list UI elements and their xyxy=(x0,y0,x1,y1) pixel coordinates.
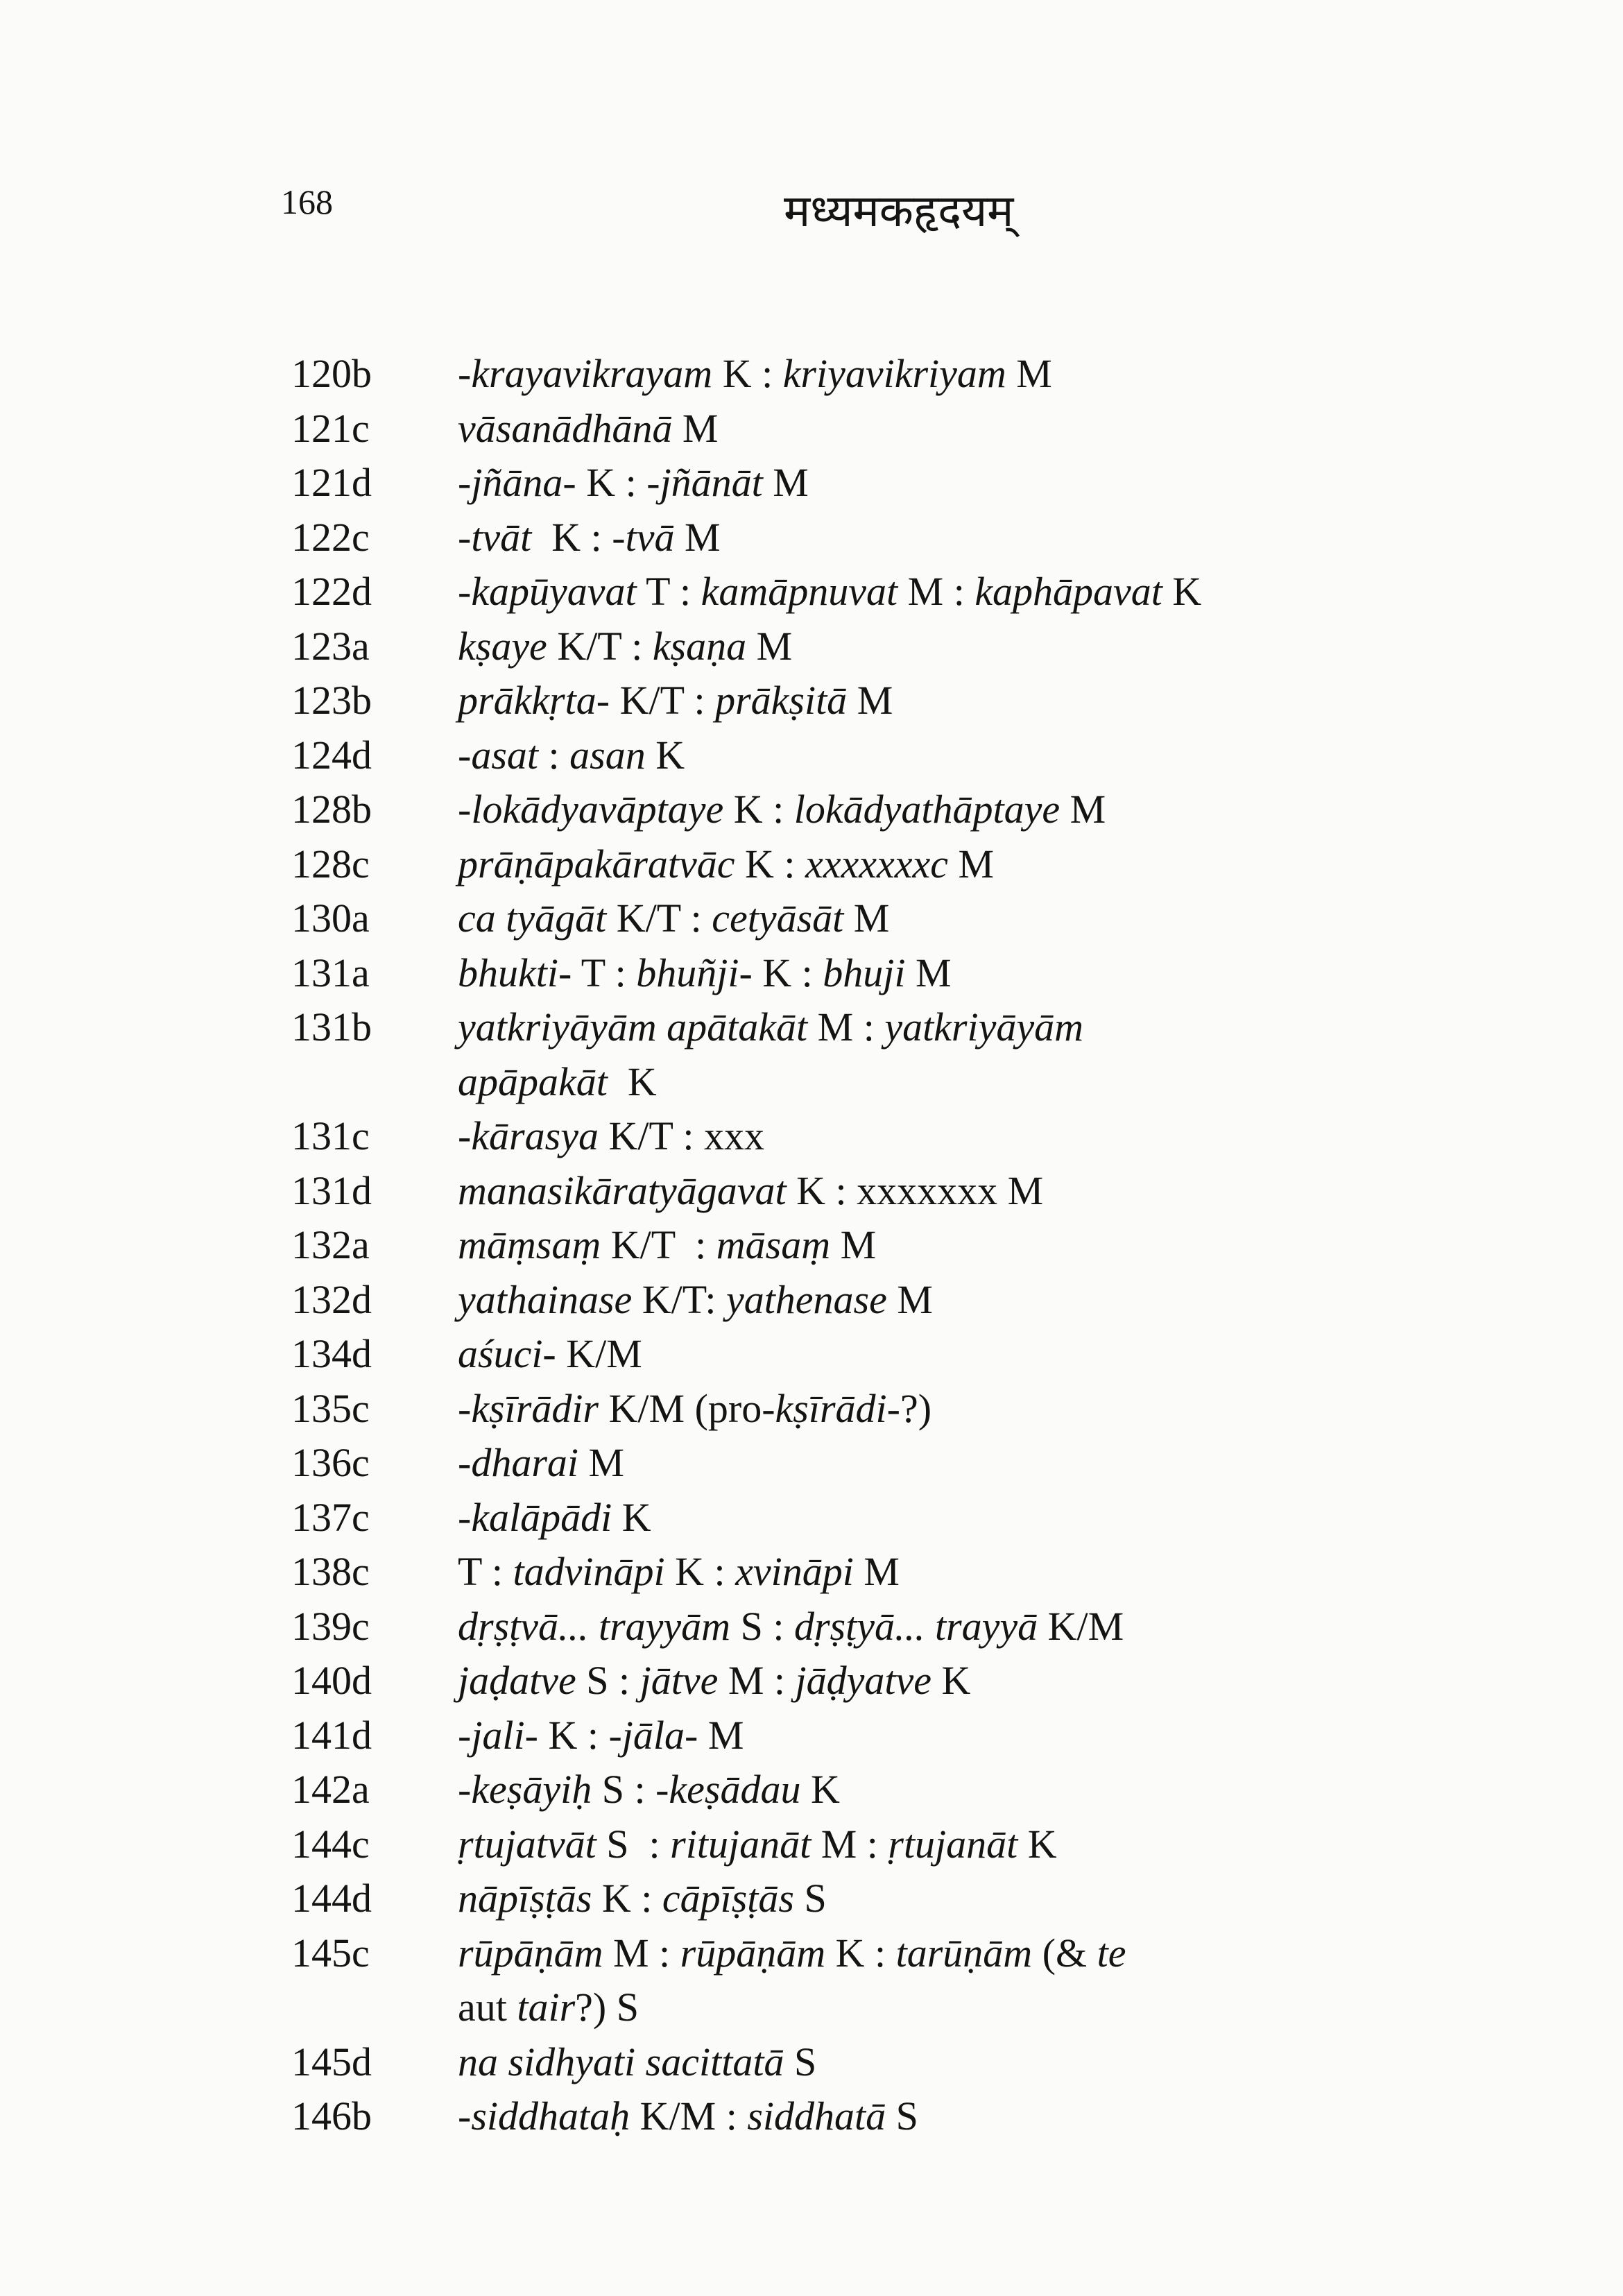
variant-text: (& xyxy=(1032,1930,1097,1976)
variant-reading xyxy=(458,1763,1429,1817)
variant-italic: tair xyxy=(517,1985,576,2030)
variant-italic: kṣaṇa xyxy=(652,623,747,669)
entry-row xyxy=(0,565,1623,619)
entry-row xyxy=(0,1382,1623,1437)
variant-italic: rūpāṇām xyxy=(458,1930,603,1976)
variant-text: M xyxy=(1060,787,1106,832)
variant-italic: jātve xyxy=(639,1658,719,1703)
reading-line xyxy=(458,1822,1057,1867)
variant-text: K : xyxy=(531,514,612,560)
reading-line xyxy=(458,2093,918,2139)
verse-number: 144d xyxy=(291,1876,372,1921)
entry-row xyxy=(0,782,1623,837)
variant-italic: -dharai xyxy=(458,1440,578,1485)
variant-reading xyxy=(458,1218,1429,1273)
reading-line xyxy=(458,624,792,669)
variant-italic: ṛtujanāt xyxy=(888,1821,1018,1867)
variant-text: K/M : xyxy=(630,2093,748,2139)
verse-number: 138c xyxy=(291,1549,370,1594)
variant-italic: kaphāpavat xyxy=(974,569,1162,614)
reading-line xyxy=(458,1004,1083,1050)
verse-number: 132d xyxy=(291,1276,372,1322)
variant-italic: yatkriyāyām xyxy=(884,1004,1083,1050)
variant-text: K/T : xyxy=(606,896,712,941)
verse-number: 135c xyxy=(291,1385,370,1431)
variant-italic: -jñānāt xyxy=(646,460,763,505)
variant-text: K xyxy=(1162,569,1202,614)
variant-italic: -jñāna- xyxy=(458,460,576,505)
page-number: 168 xyxy=(281,182,333,221)
variant-text: S : xyxy=(730,1603,794,1649)
entry-row xyxy=(0,1491,1623,1545)
verse-number: 136c xyxy=(291,1440,370,1485)
entry-row xyxy=(0,1327,1623,1382)
verse-number: 131c xyxy=(291,1113,370,1158)
variant-text: ?) S xyxy=(575,1985,639,2030)
entry-row xyxy=(0,1436,1623,1491)
variant-italic: manasikāratyāgavat xyxy=(458,1167,787,1213)
entry-row xyxy=(0,402,1623,456)
reading-line xyxy=(458,1767,840,1812)
variant-text: K xyxy=(607,1059,657,1104)
variant-reading xyxy=(458,347,1429,402)
verse-number: 146b xyxy=(291,2093,372,2139)
entry-row xyxy=(0,1218,1623,1273)
variant-text: T : xyxy=(458,1549,513,1594)
variant-reading xyxy=(458,1109,1429,1164)
variant-italic: asan xyxy=(569,732,646,778)
variant-italic: yathenase xyxy=(725,1276,887,1322)
entry-row xyxy=(0,347,1623,402)
variant-italic: xvināpi xyxy=(735,1549,854,1594)
entry-row xyxy=(0,1654,1623,1708)
variant-text: M xyxy=(853,1549,900,1594)
verse-number: 142a xyxy=(291,1767,370,1812)
variant-italic: -keṣādau xyxy=(655,1767,801,1812)
reading-line xyxy=(458,733,685,778)
variant-text: K/M xyxy=(556,1331,642,1376)
variant-text: M : xyxy=(807,1004,885,1050)
variant-italic: bhukti- xyxy=(458,950,572,995)
variant-italic: siddhatā xyxy=(747,2093,886,2139)
variant-text: M xyxy=(746,623,793,669)
entry-row xyxy=(0,511,1623,565)
variant-reading xyxy=(458,1436,1429,1491)
verse-number: 141d xyxy=(291,1712,372,1758)
variant-reading xyxy=(458,946,1429,1001)
variant-reading xyxy=(458,837,1429,892)
variant-reading xyxy=(458,2035,1429,2090)
variant-italic: -kṣīrādir xyxy=(458,1385,599,1431)
verse-number: 144c xyxy=(291,1821,370,1867)
variant-text: M xyxy=(847,678,893,723)
reading-line xyxy=(458,1549,900,1594)
verse-number: 121c xyxy=(291,405,370,451)
verse-number: 122d xyxy=(291,569,372,614)
variant-italic: māṃsaṃ xyxy=(458,1222,601,1267)
reading-line xyxy=(458,515,721,560)
verse-number: 134d xyxy=(291,1331,372,1376)
variant-italic: te xyxy=(1097,1930,1126,1976)
variant-text: M : xyxy=(603,1930,680,1976)
entry-row xyxy=(0,1926,1623,2035)
variant-text: M xyxy=(905,950,952,995)
variant-italic: dṛṣṭyā... trayyā xyxy=(793,1603,1038,1649)
entry-row xyxy=(0,1708,1623,1763)
reading-line xyxy=(458,569,1201,614)
variant-reading xyxy=(458,1000,1429,1109)
variant-text: aut xyxy=(458,1985,517,2030)
reading-line xyxy=(458,460,809,505)
variant-text: M xyxy=(843,896,890,941)
variant-italic: -asat xyxy=(458,732,538,778)
variant-italic: -jāla- xyxy=(608,1712,698,1758)
variant-text: M : xyxy=(811,1821,888,1867)
variant-italic: -siddhataḥ xyxy=(458,2093,630,2139)
variant-text: K/T : xyxy=(547,623,653,669)
variant-italic: jāḍyatve xyxy=(795,1658,931,1703)
entry-row xyxy=(0,1817,1623,1872)
variant-text: M xyxy=(578,1440,625,1485)
variant-reading xyxy=(458,402,1429,456)
variant-text: S : xyxy=(576,1658,640,1703)
variant-italic: -tvā xyxy=(612,514,675,560)
entry-row xyxy=(0,1545,1623,1600)
entry-row xyxy=(0,1273,1623,1328)
verse-number: 122c xyxy=(291,514,370,560)
verse-number: 140d xyxy=(291,1658,372,1703)
reading-line xyxy=(458,1113,764,1158)
variant-italic: apāpakāt xyxy=(458,1059,608,1104)
verse-number: 128c xyxy=(291,841,370,886)
variant-text: K : xyxy=(723,787,794,832)
verse-number: 120b xyxy=(291,351,372,396)
variant-italic: yatkriyāyām apātakāt xyxy=(458,1004,808,1050)
entry-row xyxy=(0,1600,1623,1654)
variant-reading xyxy=(458,1491,1429,1545)
variant-text: K : xyxy=(735,841,805,886)
running-head: मध्यमकहृदयम् xyxy=(784,186,1014,237)
entry-row xyxy=(0,1871,1623,1926)
variant-text: K : xyxy=(592,1876,662,1921)
variant-text: T : xyxy=(636,569,701,614)
entry-row xyxy=(0,674,1623,728)
verse-number: 131a xyxy=(291,950,370,995)
variant-text: K : xxxxxxx M xyxy=(786,1167,1044,1213)
reading-line xyxy=(458,787,1106,832)
variant-text: M xyxy=(698,1712,744,1758)
variant-text: S xyxy=(784,2039,817,2084)
variant-text: K : xyxy=(752,950,823,995)
variant-text: ?) xyxy=(900,1385,932,1431)
variant-text: M xyxy=(762,460,809,505)
variant-readings-list xyxy=(0,347,1623,2144)
variant-italic: -tvāt xyxy=(458,514,532,560)
variant-reading xyxy=(458,728,1429,783)
reading-line xyxy=(458,1604,1124,1649)
verse-number: 145c xyxy=(291,1930,370,1976)
entry-row xyxy=(0,619,1623,674)
variant-text: S : xyxy=(592,1767,656,1812)
reading-continuation xyxy=(458,1055,1429,1110)
variant-reading xyxy=(458,1545,1429,1600)
variant-reading xyxy=(458,456,1429,511)
variant-text: : xyxy=(538,732,570,778)
variant-text: K/T: xyxy=(632,1276,726,1322)
variant-text: M xyxy=(830,1222,877,1267)
reading-line xyxy=(458,678,893,723)
variant-italic: kamāpnuvat xyxy=(701,569,898,614)
variant-italic: jaḍatve xyxy=(458,1658,576,1703)
variant-reading xyxy=(458,1327,1429,1382)
variant-reading xyxy=(458,1273,1429,1328)
variant-italic: -lokādyavāptaye xyxy=(458,787,724,832)
variant-reading xyxy=(458,1817,1429,1872)
verse-number: 123a xyxy=(291,623,370,669)
variant-italic: dṛṣṭvā... trayyām xyxy=(458,1603,731,1649)
variant-italic: -jali- xyxy=(458,1712,538,1758)
reading-line xyxy=(458,950,952,995)
reading-line xyxy=(458,1658,970,1703)
entry-row xyxy=(0,1164,1623,1219)
verse-number: 124d xyxy=(291,732,372,778)
reading-line xyxy=(458,1168,1043,1213)
variant-italic: -keṣāyiḥ xyxy=(458,1767,592,1812)
variant-reading xyxy=(458,511,1429,565)
reading-continuation xyxy=(458,1980,1429,2035)
variant-italic: yathainase xyxy=(458,1276,633,1322)
variant-italic: na sidhyati sacittatā xyxy=(458,2039,784,2084)
variant-text: K : xyxy=(712,351,783,396)
variant-text: M : xyxy=(718,1658,796,1703)
variant-text: K/M (pro- xyxy=(599,1385,775,1431)
variant-italic: vāsanādhānā xyxy=(458,405,673,451)
verse-number: 131b xyxy=(291,1004,372,1050)
variant-reading xyxy=(458,2089,1429,2144)
variant-italic: kṣaye xyxy=(458,623,547,669)
variant-reading xyxy=(458,1164,1429,1219)
variant-italic: māsaṃ xyxy=(716,1222,831,1267)
reading-line xyxy=(458,841,994,886)
variant-text: K : xyxy=(576,460,647,505)
variant-text: K/M xyxy=(1038,1603,1124,1649)
reading-line xyxy=(458,1222,876,1267)
variant-text: S xyxy=(886,2093,918,2139)
entry-row xyxy=(0,1763,1623,1817)
variant-reading xyxy=(458,1926,1429,2035)
variant-italic: cetyāsāt xyxy=(712,896,844,941)
verse-number: 132a xyxy=(291,1222,370,1267)
entry-row xyxy=(0,891,1623,946)
variant-reading xyxy=(458,1708,1429,1763)
reading-line xyxy=(458,2039,816,2084)
variant-italic: bhuji xyxy=(823,950,906,995)
variant-italic: cāpīṣṭās xyxy=(662,1876,794,1921)
variant-italic: kṣīrādi- xyxy=(775,1385,900,1431)
variant-text: M xyxy=(947,841,995,886)
entry-row xyxy=(0,456,1623,511)
variant-reading xyxy=(458,891,1429,946)
entry-row xyxy=(0,728,1623,783)
variant-reading xyxy=(458,674,1429,728)
variant-reading xyxy=(458,1871,1429,1926)
variant-text: T : xyxy=(572,950,637,995)
reading-line xyxy=(458,351,1052,396)
variant-text: K : xyxy=(825,1930,896,1976)
reading-line xyxy=(458,896,889,941)
variant-italic: nāpīṣṭās xyxy=(458,1876,592,1921)
verse-number: 131d xyxy=(291,1167,372,1213)
reading-line xyxy=(458,1495,651,1540)
reading-line xyxy=(458,1331,642,1376)
variant-italic: -kalāpādi xyxy=(458,1494,612,1540)
variant-text: K xyxy=(800,1767,840,1812)
entry-row xyxy=(0,1109,1623,1164)
variant-text: K xyxy=(612,1494,651,1540)
entry-row xyxy=(0,837,1623,892)
variant-italic: kriyavikriyam xyxy=(782,351,1006,396)
variant-reading xyxy=(458,1654,1429,1708)
variant-italic: aśuci- xyxy=(458,1331,556,1376)
variant-reading xyxy=(458,619,1429,674)
variant-text: K xyxy=(1017,1821,1057,1867)
verse-number: 121d xyxy=(291,460,372,505)
variant-text: M xyxy=(672,405,719,451)
variant-italic: prākṣitā xyxy=(715,678,848,723)
variant-reading xyxy=(458,1600,1429,1654)
variant-text: S : xyxy=(596,1821,671,1867)
variant-italic: tadvināpi xyxy=(513,1549,665,1594)
verse-number: 145d xyxy=(291,2039,372,2084)
verse-number: 130a xyxy=(291,896,370,941)
variant-italic: bhuñji- xyxy=(636,950,753,995)
variant-text: M xyxy=(886,1276,933,1322)
variant-text: K : xyxy=(538,1712,609,1758)
variant-italic: ṛtujatvāt xyxy=(458,1821,596,1867)
entry-row xyxy=(0,946,1623,1001)
variant-text: K/T : xxx xyxy=(598,1113,764,1158)
entry-row xyxy=(0,2035,1623,2090)
variant-text: K/T : xyxy=(601,1222,716,1267)
variant-italic: rūpāṇām xyxy=(680,1930,826,1976)
verse-number: 137c xyxy=(291,1494,370,1540)
variant-text: M : xyxy=(898,569,975,614)
variant-text: K xyxy=(645,732,685,778)
reading-line xyxy=(458,1440,624,1485)
variant-text: M xyxy=(1006,351,1052,396)
variant-italic: prākkṛta- xyxy=(458,678,610,723)
variant-italic: ca tyāgāt xyxy=(458,896,607,941)
variant-italic: xxxxxxxc xyxy=(805,841,948,886)
variant-italic: -kārasya xyxy=(458,1113,599,1158)
variant-reading xyxy=(458,1382,1429,1437)
variant-text: S xyxy=(794,1876,827,1921)
reading-line xyxy=(458,1876,827,1921)
reading-line xyxy=(458,406,718,451)
variant-italic: tarūṇām xyxy=(895,1930,1033,1976)
reading-line xyxy=(458,1277,933,1322)
variant-italic: lokādyathāptaye xyxy=(793,787,1060,832)
verse-number: 123b xyxy=(291,678,372,723)
verse-number: 128b xyxy=(291,787,372,832)
entry-row xyxy=(0,2089,1623,2144)
variant-text: K : xyxy=(664,1549,736,1594)
variant-text: M xyxy=(674,514,721,560)
variant-italic: ritujanāt xyxy=(670,1821,812,1867)
variant-italic: prāṇāpakāratvāc xyxy=(458,841,735,886)
variant-italic: -krayavikrayam xyxy=(458,351,713,396)
variant-reading xyxy=(458,782,1429,837)
reading-line xyxy=(458,1930,1126,1976)
reading-line xyxy=(458,1386,931,1431)
variant-text: K/T : xyxy=(610,678,716,723)
variant-italic: -kapūyavat xyxy=(458,569,637,614)
reading-line xyxy=(458,1713,744,1758)
entry-row xyxy=(0,1000,1623,1109)
variant-text: K xyxy=(931,1658,971,1703)
variant-reading xyxy=(458,565,1429,619)
verse-number: 139c xyxy=(291,1603,370,1649)
